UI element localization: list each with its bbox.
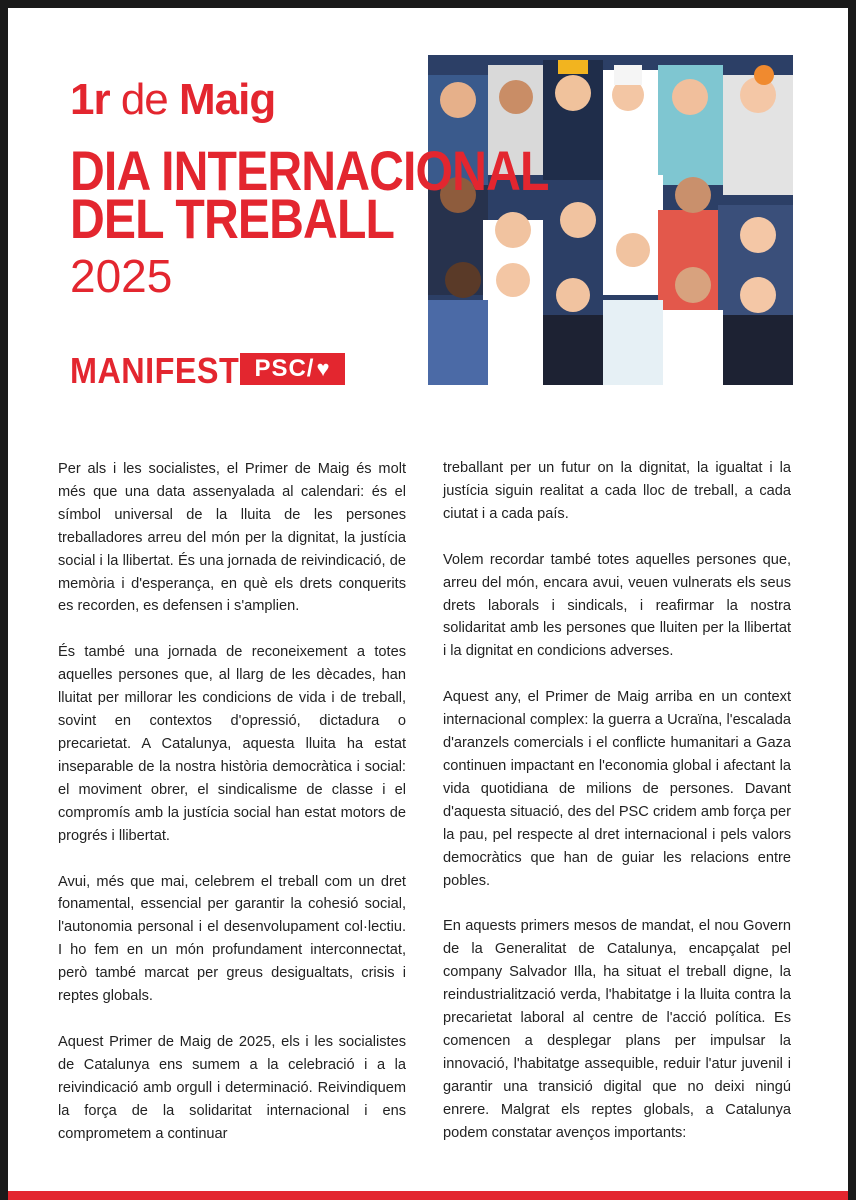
right-column [443,457,791,1167]
title-date-month: Maig [179,75,276,124]
paragraph: treballant per un futur on la dignitat, la igualtat i la justícia siguin realitat a cada lloc de treball, a cada ciutat i a cada país. [443,460,791,522]
footer-bar [8,1191,848,1200]
title-date-de: de [120,75,168,124]
title-line-2: DIA INTERNACIONAL [70,139,549,202]
paragraph: Volem recordar també totes aquelles persones que, arreu del món, encara avui, veuen vulnerats els seus drets laborals i sindicals, i reafirmar la nostra solidaritat amb les persones que lluiten per la llibertat i la dignitat en condicions adverses. [443,551,791,660]
psc-logo-text: PSC/ [254,355,315,382]
left-column [58,458,406,1168]
workers-group-illustration [428,55,793,385]
title-year: 2025 [70,250,173,302]
paragraph: Aquest Primer de Maig de 2025, els i les socialistes de Catalunya ens sumem a la celebració i a la reivindicació amb orgull i determinació. Reivindiquem la força de la solidaritat internacional i ens comprometem a continuar [58,1033,406,1142]
paragraph: Avui, més que mai, celebrem el treball com un dret fonamental, essencial per garantir la cohesió social, l'autonomia personal i el desenvolupament col·lectiu. I ho fem en un món profundament interconnectat, però també marcat per greus desigualtats, crisis i reptes globals. [58,873,406,1005]
psc-logo [240,353,345,385]
paragraph: Aquest any, el Primer de Maig arriba en un context internacional complex: la guerra a Ucraïna, l'escalada d'aranzels comercials i el conflicte humanitari a Gaza continuen impactant en l'economia global i afectant la vida quotidiana de milions de persones. Davant d'aquesta situació, des del PSC cridem amb força per la pau, pel respecte al dret internacional i pels valors democràtics que han de guiar les relacions entre pobles. [443,689,791,889]
paragraph: En aquests primers mesos de mandat, el nou Govern de la Generalitat de Catalunya, encapçalat pel company Salvador Illa, ha situat el treball digne, la reindustrialització verda, l'habitatge i la lluita contra la precarietat laboral al centre de l'acció política. Es comencen a desplegar plans per impulsar la innovació, l'habitatge assequible, reduir l'atur juvenil i garantir una transició digital que no deixi ningú enrere. Malgrat els reptes globals, a Catalunya podem constatar avenços importants: [443,918,791,1141]
paragraph: És també una jornada de reconeixement a totes aquelles persones que, al llarg de les dècades, han lluitat per millorar les condicions de vida i de treball, sovint en contextos d'opressió, dictadura o precarietat. A Catalunya, aquesta lluita ha estat inseparable de la nostra història democràtica i social: el moviment obrer, el sindicalisme de classe i el compromís amb la justícia social han estat motors de progrés i llibertat. [58,644,406,844]
document-page [8,8,848,1200]
title-date-day: 1r [70,75,110,124]
paragraph: Per als i les socialistes, el Primer de Maig és molt més que una data assenyalada al calendari: és el símbol universal de la lluita de les persones treballadores arreu del món per la dignitat, la justícia social i la llibertat. És una jornada de reivindicació, de memòria i d'esperança, en què els drets conquerits es recorden, es defensen i s'amplien. [58,461,406,615]
title-date [70,75,276,124]
manifest-label: MANIFEST [70,350,240,391]
title-line-3: DEL TREBALL [70,187,395,250]
heart-icon: ♥ [316,356,331,381]
